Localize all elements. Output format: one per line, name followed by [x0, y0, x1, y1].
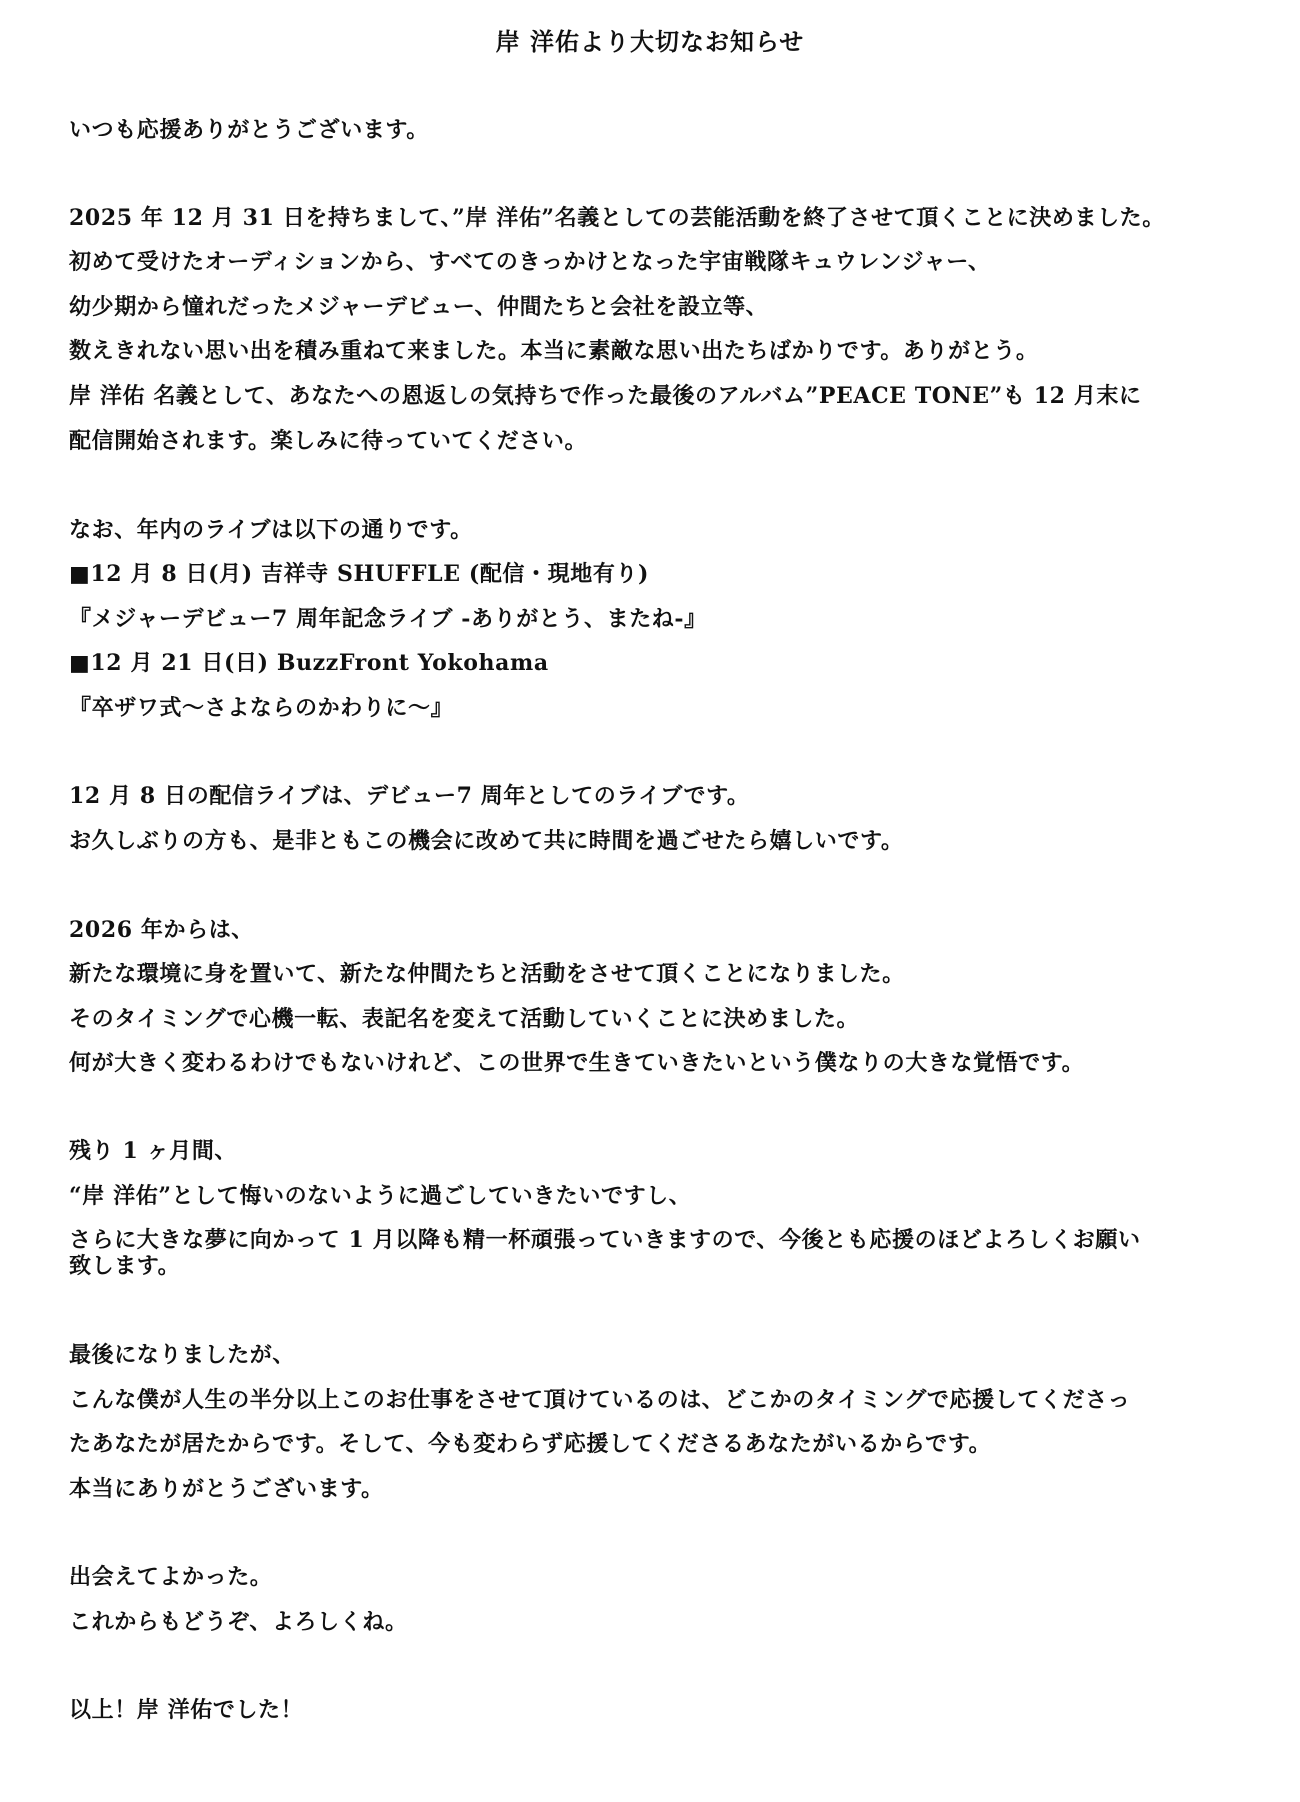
farewell-line: これからもどうぞ、よろしくね。 — [69, 1609, 408, 1635]
greeting-line: いつも応援ありがとうございます。 — [69, 117, 429, 143]
live-date-venue: ■12 月 8 日(月) 吉祥寺 SHUFFLE (配信・現地有り) — [69, 561, 650, 587]
live-event-title: 『メジャーデビュー7 周年記念ライブ -ありがとう、またね-』 — [69, 606, 707, 632]
stream-note-line: お久しぶりの方も、是非ともこの機会に改めて共に時間を過ごせたら嬉しいです。 — [69, 828, 904, 854]
future-line: そのタイミングで心機一転、表記名を変えて活動していくことに決めました。 — [69, 1006, 860, 1032]
announcement-line: 幼少期から憧れだったメジャーデビュー、仲間たちと会社を設立等、 — [69, 294, 769, 320]
live-event-title: 『卒ザワ式〜さよならのかわりに〜』 — [69, 695, 454, 721]
document-title: 岸 洋佑より大切なお知らせ — [495, 27, 805, 56]
announcement-line: 岸 洋佑 名義として、あなたへの恩返しの気持ちで作った最後のアルバム”PEACE TONE”も 12 月末に — [69, 383, 1142, 409]
live-date-venue: ■12 月 21 日(日) BuzzFront Yokohama — [69, 650, 549, 676]
signoff-line: 以上！岸 洋佑でした！ — [69, 1697, 304, 1723]
closing-line: 本当にありがとうございます。 — [69, 1476, 384, 1502]
announcement-line: 数えきれない思い出を積み重ねて来ました。本当に素敵な思い出たちばかりです。ありがとう。 — [69, 338, 1039, 364]
future-line: 2026 年からは、 — [69, 917, 254, 943]
live-intro-line: なお、年内のライブは以下の通りです。 — [69, 517, 473, 543]
future-line: 新たな環境に身を置いて、新たな仲間たちと活動をさせて頂くことになりました。 — [69, 961, 905, 987]
remaining-line: 残り 1 ヶ月間、 — [69, 1138, 238, 1164]
closing-line: 最後になりましたが、 — [69, 1342, 296, 1368]
remaining-line: “岸 洋佑”として悔いのないように過ごしていきたいですし、 — [69, 1183, 692, 1209]
announcement-line: 配信開始されます。楽しみに待っていてください。 — [69, 428, 588, 454]
future-line: 何が大きく変わるわけでもないけれど、この世界で生きていきたいという僕なりの大きな覚悟です。 — [69, 1050, 1085, 1076]
closing-line: こんな僕が人生の半分以上このお仕事をさせて頂けているのは、どこかのタイミングで応援してくださっ — [69, 1387, 1131, 1413]
stream-note-line: 12 月 8 日の配信ライブは、デビュー7 周年としてのライブです。 — [69, 783, 750, 809]
farewell-line: 出会えてよかった。 — [69, 1564, 273, 1590]
announcement-line: 初めて受けたオーディションから、すべてのきっかけとなった宇宙戦隊キュウレンジャー、 — [69, 249, 991, 275]
remaining-line: 致します。 — [69, 1253, 181, 1279]
remaining-line: さらに大きな夢に向かって 1 月以降も精一杯頑張っていきますので、今後とも応援のほどよろしくお願い — [69, 1227, 1141, 1253]
announcement-line: 2025 年 12 月 31 日を持ちまして、”岸 洋佑”名義としての芸能活動を終了させて頂くことに決めました。 — [69, 205, 1165, 231]
closing-line: たあなたが居たからです。そして、今も変わらず応援してくださるあなたがいるからです。 — [69, 1431, 992, 1457]
